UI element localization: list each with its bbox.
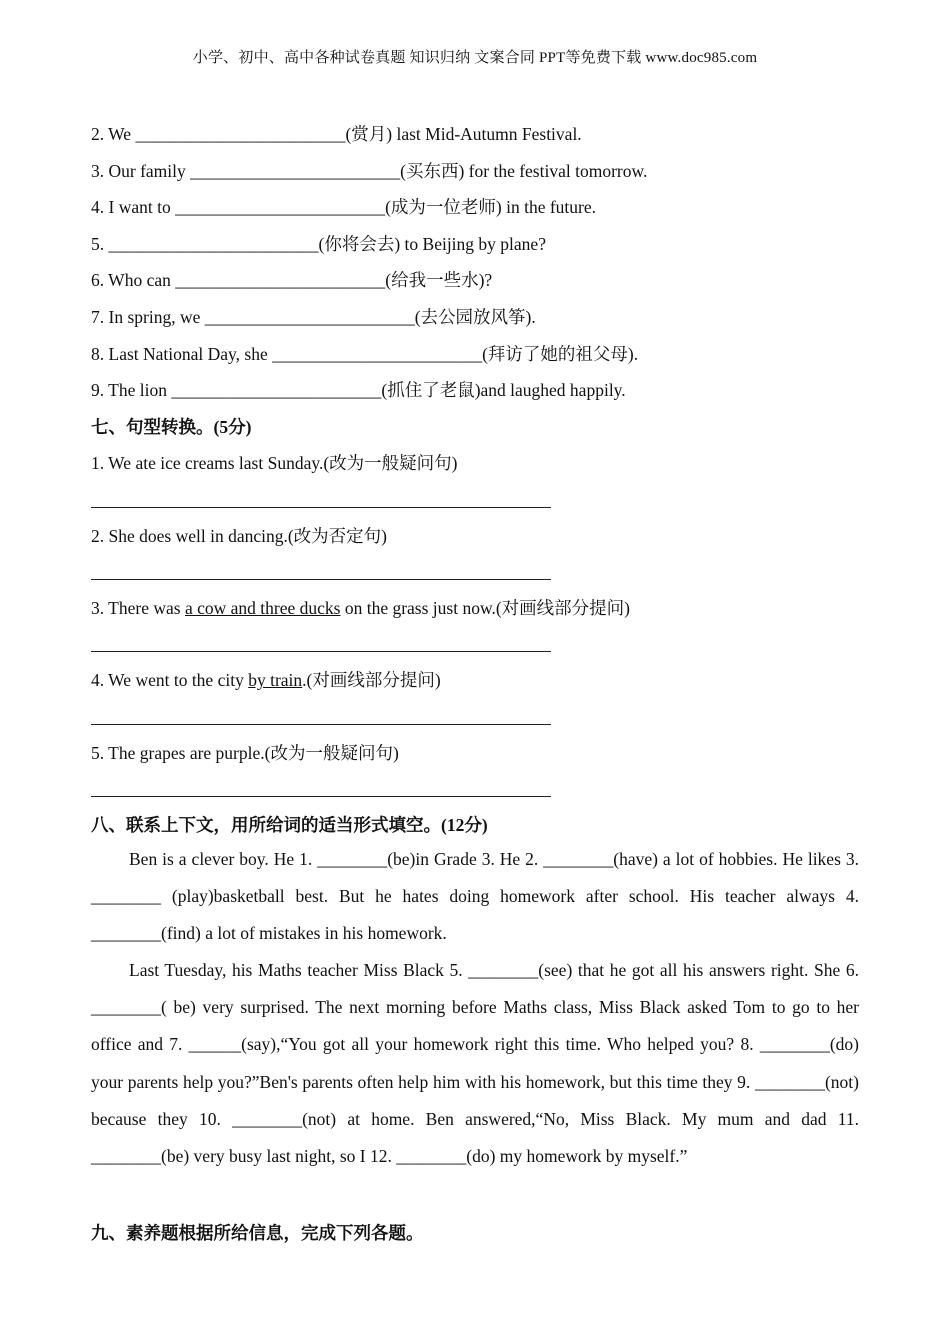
answer-line-5[interactable]	[91, 796, 551, 797]
section-8-title: 八、联系上下文，用所给词的适当形式填空。(12分)	[91, 815, 488, 835]
fill-item-8: 8. Last National Day, she ________________________(拜访了她的祖父母).	[91, 344, 639, 364]
fill-item-5: 5. ________________________(你将会去) to Beijing by plane?	[91, 234, 546, 254]
q4-underlined-phrase: by train	[248, 670, 303, 690]
q3-underlined-phrase: a cow and three ducks	[184, 598, 341, 618]
answer-line-2[interactable]	[91, 579, 551, 580]
fill-item-4: 4. I want to ________________________(成为一位老师) in the future.	[91, 197, 597, 217]
section-9-title: 九、素养题根据所给信息，完成下列各题。	[91, 1223, 424, 1243]
passage-paragraph-1: Ben is a clever boy. He 1. ________(be)in Grade 3. He 2. ________(have) a lot of hobbies. He likes 3. ________ (play)basketball best. But he hates doing homework after school. His teacher always 4. ________(find) a lot of mistakes in his homework.	[91, 849, 859, 944]
answer-line-3[interactable]	[91, 651, 551, 652]
fill-item-3: 3. Our family ________________________(买东西) for the festival tomorrow.	[91, 161, 648, 181]
fill-item-7: 7. In spring, we ________________________(去公园放风筝).	[91, 307, 536, 327]
transform-question-4	[91, 667, 441, 692]
page-header: 小学、初中、高中各种试卷真题 知识归纳 文案合同 PPT等免费下载 www.doc985.com	[192, 50, 758, 66]
passage-paragraph-2: Last Tuesday, his Maths teacher Miss Black 5. ________(see) that he got all his answers right. She 6. ________( be) very surprised. The next morning before Maths class, Miss Black asked Tom to go to her office and 7. ______(say),“You got all your homework right this time. Who helped you? 8. ________(do) your parents help you?”Ben's parents often help him with his homework, but this time they 9. ________(not) because they 10. ________(not) at home. Ben answered,“No, Miss Black. My mum and dad 11. ________(be) very busy last night, so I 12. ________(do) my homework by myself.”	[91, 960, 859, 1167]
transform-question-2: 2. She does well in dancing.(改为否定句)	[91, 526, 387, 546]
fill-item-9: 9. The lion ________________________(抓住了老鼠)and laughed happily.	[91, 380, 626, 400]
transform-question-1: 1. We ate ice creams last Sunday.(改为一般疑问句)	[91, 453, 458, 473]
answer-line-4[interactable]	[91, 724, 551, 725]
q4-text-after: .(对画线部分提问)	[302, 670, 441, 690]
fill-item-6: 6. Who can ________________________(给我一些水)?	[91, 270, 493, 290]
q4-text-before: 4. We went to the city	[91, 670, 249, 690]
answer-line-1[interactable]	[91, 507, 551, 508]
q3-text-after: on the grass just now.(对画线部分提问)	[340, 598, 630, 618]
fill-item-2: 2. We ________________________(赏月) last Mid-Autumn Festival.	[91, 124, 582, 144]
transform-question-3	[91, 595, 630, 620]
transform-question-5: 5. The grapes are purple.(改为一般疑问句)	[91, 743, 399, 763]
q3-text-before: 3. There was	[91, 598, 185, 618]
section-7-title: 七、句型转换。(5分)	[91, 417, 252, 437]
